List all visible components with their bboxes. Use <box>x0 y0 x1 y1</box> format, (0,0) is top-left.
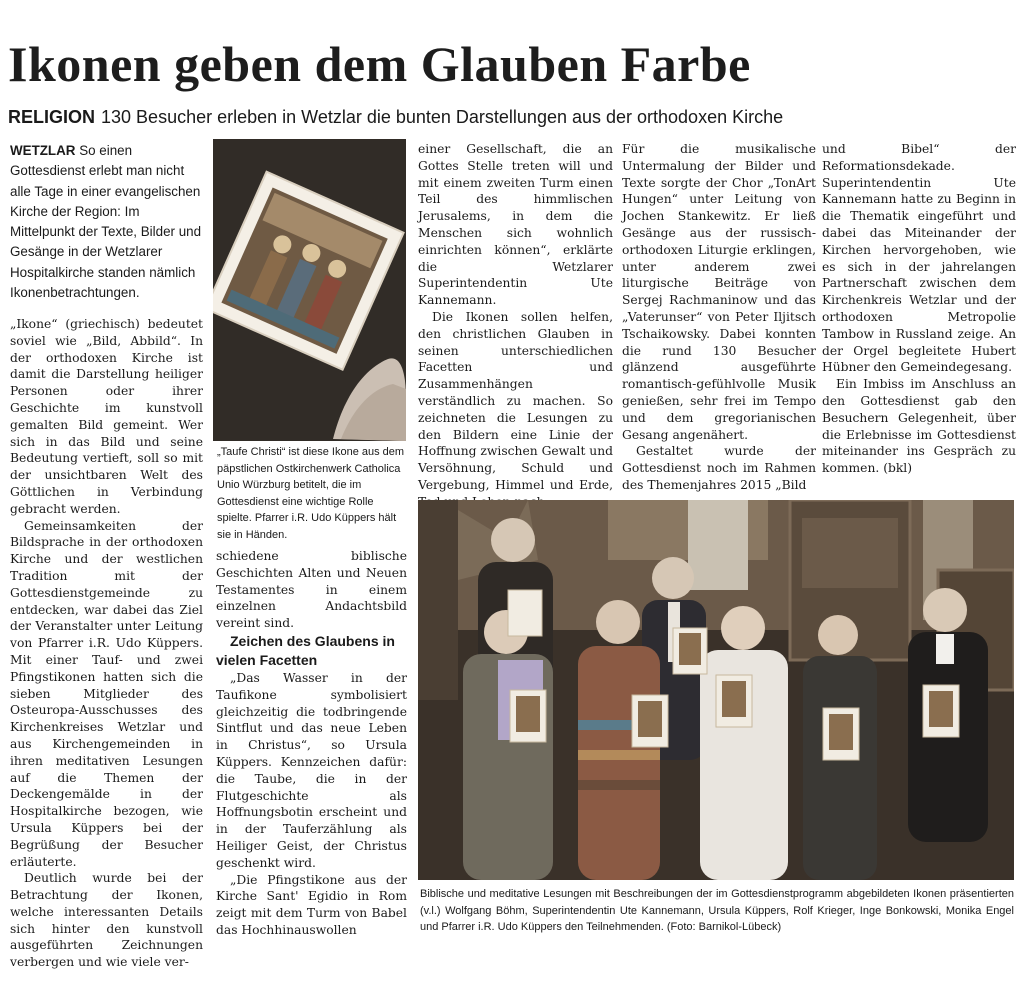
column-4 <box>622 141 816 493</box>
lead-paragraph <box>10 141 203 303</box>
article-headline: Ikonen geben dem Glauben Farbe <box>8 36 751 92</box>
group-photo <box>418 500 1014 880</box>
column-5-paragraph: Ein Imbiss im Anschluss an den Gottesdienst gab den Besuchern Gelegenheit, über die Erlebnisse im Gottesdienst miteinander ins Gespräch zu kommen. (bkl) <box>822 377 1016 476</box>
column-1-paragraph: „Ikone“ (griechisch) bedeutet soviel wie „Bild, Abbild“. In der orthodoxen Kirche ist damit die Darstellung heiliger Personen oder ihrer Geschichte im kunstvoll gemalten Bild gemeint. Wer sich in das Bild und seine Bedeutung vertieft, soll so mit der unsichtbaren Welt des Göttlichen in Verbindung gebracht werden. <box>10 317 203 516</box>
column-2-paragraph: „Die Pfingstikone aus der Kirche Sant' Egidio in Rom zeigt mit dem Turm von Babel das Hochhinauswollen <box>216 872 407 937</box>
subheadline-text: 130 Besucher erleben in Wetzlar die bunten Darstellungen aus der orthodoxen Kirche <box>101 107 784 127</box>
column-5 <box>822 141 1016 493</box>
section-subtitle: Zeichen des Glaubens in vielen Facetten <box>216 632 395 668</box>
group-photo-caption: Biblische und meditative Lesungen mit Beschreibungen der im Gottesdienstprogramm abgebildeten Ikonen präsentierten (v.l.) Wolfgang Böhm, Superintendentin Ute Kannemann, Ursula Küppers, Rolf Krieger, Inge Bonkowski, Monika Engel und Pfarrer i.R. Udo Küppers den Teilnehmenden. (Foto: Barnikol-Lübeck) <box>420 888 1014 933</box>
section-kicker: RELIGION <box>8 107 96 127</box>
article-subheadline <box>8 104 1018 130</box>
column-2 <box>216 548 407 940</box>
column-2-paragraph: schiedene biblische Geschichten Alten und Neuen Testamentes in einem einzelnen Andachtsbild vereint sind. <box>216 549 407 631</box>
dateline: WETZLAR <box>10 143 76 158</box>
column-1 <box>10 316 203 970</box>
column-3-paragraph: einer Gesellschaft, die an Gottes Stelle treten will und mit einem zweiten Turm einen Teil des himmlischen Jerusalems, in dem die Menschen sich wohnlich einrichten können“, erklärte die Wetzlarer Superintendentin Ute Kannemann. <box>418 142 613 308</box>
column-1-paragraph: Gemeinsamkeiten der Bildsprache in der orthodoxen Kirche und der westlichen Tradition mit der Gottesdienstgemeinde zu entdecken, war dabei das Ziel der Veranstalter unter Leitung von Pfarrer i.R. Udo Küppers. Mit einer Tauf- und zwei Pfingstikonen hatten sich die sieben Mitglieder des Osteuropa-Ausschusses des Kirchenkreises Wetzlar und aus Kirchengemeinden in ihren meditativen Lesungen auf die Themen der Deckengemälde in der Hospitalkirche bezogen, wie Ursula Küppers bei der Begrüßung der Besucher erläuterte. <box>10 518 203 869</box>
lead-paragraph-block <box>10 141 203 301</box>
group-photo-image <box>418 500 1014 880</box>
column-1-paragraph: Deutlich wurde bei der Betrachtung der Ikonen, welche interessanten Details sich hinter den kunstvoll ausgeführten Zeichnungen verbergen und wie viele ver- <box>10 871 203 970</box>
icon-photo-image <box>213 139 406 441</box>
column-5-paragraph: und Bibel“ der Reformationsdekade. Superintendentin Ute Kannemann hatte zu Beginn in die Thematik eingeführt und dabei das Miteinander der Kirchen hervorgehoben, wie es sich in der jahrelangen Partnerschaft zwischen dem Kirchenkreis Wetzlar und der orthodoxen Metropolie Tambow in Russland zeige. An der Orgel begleitete Hubert Hübner den Gemeindegesang. <box>822 142 1016 375</box>
icon-photo <box>213 139 406 441</box>
column-4-paragraph: Gestaltet wurde der Gottesdienst noch im Rahmen des Themenjahres 2015 „Bild <box>622 444 816 492</box>
column-3-paragraph: Die Ikonen sollen helfen, den christlichen Glauben in seinen unterschiedlichen Facetten und Zusammenhängen verständlich zu machen. So zeichneten die Lesungen zu den Bildern eine Linie der Hoffnung zwischen Gewalt und Versöhnung, Schuld und Vergebung, Himmel und Erde, <box>418 309 614 492</box>
column-4-paragraph: Für die musikalische Untermalung der Bilder und Texte sorgte der Chor „TonArt Hungen“ unter Leitung von Jochen Stankewitz. Er ließ Gesänge aus der russisch-orthodoxen Liturgie erklingen, unter anderem zwei liturgische Beiträge von Sergej Rachmaninow und das „Vaterunser“ von Peter Iljitsch Tschaikowsky. Dabei konnten die rund 130 Besucher glänzend ausgeführte romantisch-gefühlvolle Musik genießen, sehr frei im Tempo und dem gregorianischen Gesang angenähert. <box>622 142 816 442</box>
column-2-paragraph: „Das Wasser in der Taufikone symbolisiert gleichzeitig die todbringende Sintflut und das neue Leben in Christus“, so Ursula Küppers. Kennzeichen dafür: die Taube, die in der Flutgeschichte als Hoffnungsbotin erscheint und in der Tauferzählung als Heiliger Geist, der Christus geschenkt wird. <box>216 670 407 870</box>
icon-photo-caption: „Taufe Christi“ ist diese Ikone aus dem päpstlichen Ostkirchenwerk Catholica Unio Würzburg betitelt, die im Gottesdienst eine wichtige Rolle spielte. Pfarrer i.R. Udo Küppers hält sie in Händen. <box>217 446 405 541</box>
column-3 <box>418 141 613 493</box>
lead-text: So einen Gottesdienst erlebt man nicht alle Tage in einer evangelischen Kirche der Region: Im Mittelpunkt der Texte, Bilder und Gesänge in der Wetzlarer Hospitalkirche standen nämlich Ikonenbetrachtungen. <box>10 143 202 301</box>
